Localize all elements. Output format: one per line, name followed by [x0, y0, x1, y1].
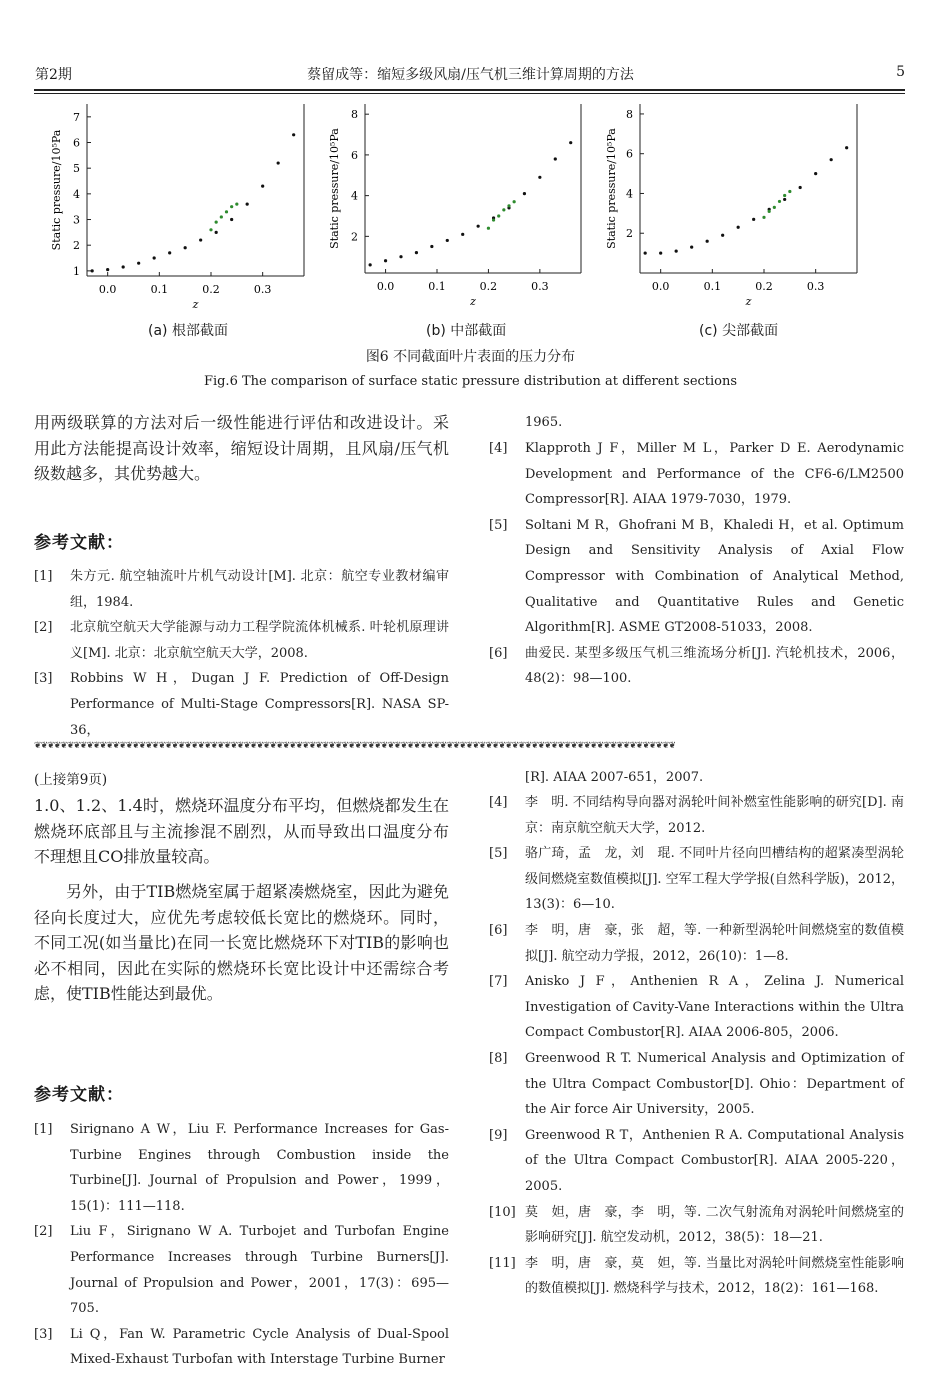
- reference-item: [7] Anisko J F，Anthenien R A，Zelina J. Numerical Investigation of Cavity-Vane Interactions within the Ultra Compact Combustor[R]. AIAA 2006-805，2006.: [489, 974, 904, 1041]
- data-point-s0: [106, 268, 109, 271]
- data-point-s0: [292, 133, 295, 136]
- data-point-s0: [446, 239, 449, 242]
- x-axis-label: z: [470, 295, 476, 308]
- data-point-s0: [430, 245, 433, 248]
- data-point-s0: [122, 265, 125, 268]
- data-point-s0: [554, 157, 557, 160]
- reference-item: [5] 骆广琦，孟 龙，刘 琨. 不同叶片径向凹槽结构的超紧凑型涡轮级间燃烧室数值模拟[J]. 空军工程大学学报(自然科学版)，2012，13(3)：6—10.: [489, 846, 904, 913]
- y-tick-label: 5: [73, 162, 80, 176]
- reference-item: [10] 莫 妲，唐 豪，李 明，等. 二次气射流角对涡轮叶间燃烧室的影响研究[J]. 航空发动机，2012，38(5)：18—21.: [489, 1204, 904, 1246]
- y-tick-label: 4: [73, 187, 80, 201]
- data-point-s1: [225, 210, 228, 213]
- data-point-s0: [830, 158, 833, 161]
- data-point-s1: [487, 227, 490, 230]
- x-tick-label: 0.0: [651, 280, 670, 293]
- x-tick-label: 0.0: [98, 283, 117, 296]
- data-point-s1: [778, 200, 781, 203]
- data-point-s0: [523, 192, 526, 195]
- data-point-s0: [659, 252, 662, 255]
- reference-item: [2] 北京航空航天大学能源与动力工程学院流体机械系. 叶轮机原理讲义[M]. 北京：北京航空航天大学，2008.: [34, 620, 449, 661]
- subcaption-a: (a) 根部截面: [148, 323, 228, 339]
- plot-panel-0: [50, 104, 304, 311]
- reference-item: [1] Sirignano A W，Liu F. Performance Increases for Gas-Turbine Engines through Combustion inside the Turbine[J]. Journal of Propulsion and Power，1999，15(1)：111—118.: [34, 1122, 449, 1214]
- data-point-s0: [706, 240, 709, 243]
- data-point-s1: [513, 200, 516, 203]
- figure-6-plots: [0, 96, 941, 318]
- upper-body-paragraph: 用两级联算的方法对后一级性能进行评估和改进设计。采用此方法能提高设计效率，缩短设计周期，且风扇/压气机级数越多，其优势越大。: [34, 413, 449, 483]
- y-tick-label: 4: [626, 187, 633, 201]
- data-point-s0: [261, 185, 264, 188]
- reference-item: [3] Li Q，Fan W. Parametric Cycle Analysis of Dual-Spool Mixed-Exhaust Turbofan with Interstage Turbine Burner: [34, 1326, 449, 1368]
- y-tick-label: 3: [73, 213, 80, 227]
- x-tick-label: 0.3: [531, 280, 549, 293]
- page-number: 5: [896, 64, 905, 80]
- data-point-s0: [277, 161, 280, 164]
- lower-references-heading: 参考文献：: [34, 1085, 124, 1105]
- data-point-s0: [675, 250, 678, 253]
- upper-references-left: [34, 564, 449, 743]
- data-point-s1: [215, 220, 218, 223]
- data-point-s0: [799, 186, 802, 189]
- reference-item: [1] 朱方元. 航空轴流叶片机气动设计[M]. 北京：航空专业教材编审组，1984.: [34, 569, 449, 610]
- y-tick-label: 7: [73, 110, 80, 124]
- data-point-s0: [137, 262, 140, 265]
- data-point-s0: [538, 176, 541, 179]
- x-tick-label: 0.2: [755, 280, 773, 293]
- data-point-s1: [209, 228, 212, 231]
- data-point-s0: [737, 226, 740, 229]
- data-point-s0: [199, 238, 202, 241]
- lower-reference-continuation: [R]. AIAA 2007-651，2007.: [525, 770, 704, 785]
- figure-caption-cn: 图6 不同截面叶片表面的压力分布: [365, 349, 576, 365]
- upper-references-right: [489, 436, 904, 692]
- data-point-s0: [814, 172, 817, 175]
- journal-issue: 第2期: [35, 67, 72, 83]
- data-point-s1: [773, 206, 776, 209]
- data-point-s0: [569, 141, 572, 144]
- data-point-s1: [502, 208, 505, 211]
- lower-body-paragraph-2: 另外，由于TIB燃烧室属于超紧凑燃烧室，因此为避免径向长度过大，应优先考虑较低长宽比的燃烧环。同时，不同工况(如当量比)在同一长宽比燃烧环下对TIB的影响也必不相同，因此在实际的燃烧环长宽比设计中还需综合考虑，使TIB性能达到最优。: [34, 882, 449, 1003]
- y-tick-label: 6: [626, 147, 633, 161]
- data-point-s0: [415, 251, 418, 254]
- data-point-s1: [788, 190, 791, 193]
- upper-reference-continuation: 1965.: [525, 415, 563, 430]
- subcaption-c: (c) 尖部截面: [699, 323, 779, 339]
- y-tick-label: 2: [351, 230, 358, 244]
- plot-panel-2: [605, 104, 857, 308]
- y-tick-label: 2: [626, 227, 633, 241]
- y-axis-label: Static pressure/10⁵Pa: [328, 128, 341, 249]
- x-axis-label: z: [745, 295, 752, 308]
- continued-from-note: (上接第9页): [34, 772, 108, 788]
- data-point-s0: [477, 225, 480, 228]
- x-tick-label: 0.1: [703, 280, 722, 293]
- y-tick-label: 4: [351, 189, 358, 203]
- y-tick-label: 6: [73, 136, 80, 150]
- y-tick-label: 2: [73, 239, 80, 253]
- data-point-s1: [220, 215, 223, 218]
- data-point-s0: [461, 233, 464, 236]
- reference-item: [4] Klapproth J F，Miller M L，Parker D E. Aerodynamic Development and Performance of the CF6-6/LM2500 Compressor[R]. AIAA 1979-7030，1979.: [489, 441, 904, 508]
- reference-item: [6] 曲爱民. 某型多级压气机三维流场分析[J]. 汽轮机技术，2006，48(2)：98—100.: [489, 645, 904, 687]
- data-point-s1: [507, 204, 510, 207]
- reference-item: [2] Liu F，Sirignano W A. Turbojet and Turbofan Engine Performance Increases through Turbine Burners[J]. Journal of Propulsion and Power，2001，17(3)：695—705.: [34, 1224, 449, 1317]
- data-point-s0: [184, 246, 187, 249]
- data-point-s0: [384, 259, 387, 262]
- reference-item: [11] 李 明，唐 豪，莫 妲，等. 当量比对涡轮叶间燃烧室性能影响的数值模拟[J]. 燃烧科学与技术，2012，18(2)：161—168.: [489, 1255, 904, 1297]
- upper-references-heading: 参考文献：: [34, 533, 124, 553]
- data-point-s0: [644, 252, 647, 255]
- header-rule-thin: [34, 93, 905, 94]
- data-point-s1: [783, 194, 786, 197]
- y-tick-label: 6: [351, 148, 358, 162]
- figure-caption-en: Fig.6 The comparison of surface static pressure distribution at different sections: [203, 374, 738, 389]
- data-point-s1: [497, 214, 500, 217]
- y-tick-label: 1: [73, 264, 80, 278]
- data-point-s0: [721, 234, 724, 237]
- data-point-s0: [246, 203, 249, 206]
- data-point-s0: [752, 218, 755, 221]
- reference-item: [8] Greenwood R T. Numerical Analysis and Optimization of the Ultra Compact Combustor[D]. Ohio：Department of the Air force Air University，2005.: [489, 1050, 904, 1118]
- data-point-s0: [91, 269, 94, 272]
- reference-item: [5] Soltani M R，Ghofrani M B，Khaledi H，et al. Optimum Design and Sensitivity Analysis of Axial Flow Compressor with Combination of Analytical Method, Qualitative and Quantitative Rules and Genetic Algorithm[R]. ASME GT2008-51033，2008.: [489, 517, 904, 636]
- y-tick-label: 8: [626, 107, 633, 121]
- running-title: 蔡留成等：缩短多级风扇/压气机三维计算周期的方法: [307, 67, 634, 83]
- subcaption-b: (b) 中部截面: [426, 323, 507, 339]
- plot-panel-1: [328, 104, 581, 308]
- reference-item: [3] Robbins W H，Dugan J F. Prediction of Off-Design Performance of Multi-Stage Compressors[R]. NASA SP-36，: [34, 671, 449, 738]
- lower-references-right: [489, 790, 904, 1302]
- data-point-s0: [690, 246, 693, 249]
- data-point-s0: [168, 251, 171, 254]
- x-axis-label: z: [192, 298, 199, 311]
- data-point-s0: [783, 198, 786, 201]
- data-point-s0: [369, 263, 372, 266]
- data-point-s0: [153, 256, 156, 259]
- lower-references-left: [34, 1117, 449, 1373]
- lower-body-paragraph-1: 1.0、1.2、1.4时，燃烧环温度分布平均，但燃烧都发生在燃烧环底部且与主流掺混不剧烈，从而导致出口温度分布不理想且CO排放量较高。: [34, 796, 449, 866]
- data-point-s0: [845, 146, 848, 149]
- data-point-s1: [230, 205, 233, 208]
- x-tick-label: 0.0: [376, 280, 395, 293]
- reference-item: [9] Greenwood R T，Anthenien R A. Computational Analysis of the Ultra Compact Combustor[R]. AIAA 2005-220，2005.: [489, 1127, 904, 1194]
- data-point-s0: [399, 255, 402, 258]
- x-tick-label: 0.2: [202, 283, 220, 296]
- x-tick-label: 0.3: [806, 280, 825, 293]
- x-tick-label: 0.1: [150, 283, 169, 296]
- data-point-s1: [768, 210, 771, 213]
- y-tick-label: 8: [351, 108, 358, 122]
- x-tick-label: 0.2: [479, 280, 498, 293]
- data-point-s0: [230, 218, 233, 221]
- x-tick-label: 0.1: [428, 280, 446, 293]
- data-point-s1: [762, 216, 765, 219]
- x-tick-label: 0.3: [253, 283, 272, 296]
- data-point-s1: [492, 218, 495, 221]
- header-rule: [34, 89, 905, 91]
- reference-item: [4] 李 明. 不同结构导向器对涡轮叶间补燃室性能影响的研究[D]. 南京：南京航空航天大学，2012.: [489, 795, 904, 836]
- section-divider: ❦❦❦❦❦❦❦❦❦❦❦❦❦❦❦❦❦❦❦❦❦❦❦❦❦❦❦❦❦❦❦❦❦❦❦❦❦❦❦❦❦❦❦❦❦❦❦❦❦❦❦❦❦❦❦❦❦❦❦❦❦❦❦❦❦❦❦❦❦❦❦❦❦❦❦❦❦❦❦❦❦❦❦❦❦❦❦❦❦❦❦❦❦❦❦❦❦❦: [34, 741, 676, 751]
- y-axis-label: Static pressure/10⁵Pa: [50, 129, 63, 251]
- y-axis-label: Static pressure/10⁵Pa: [605, 128, 618, 249]
- data-point-s1: [235, 203, 238, 206]
- reference-item: [6] 李 明，唐 豪，张 超，等. 一种新型涡轮叶间燃烧室的数值模拟[J]. 航空动力学报，2012，26(10)：1—8.: [489, 922, 904, 964]
- data-point-s0: [215, 231, 218, 234]
